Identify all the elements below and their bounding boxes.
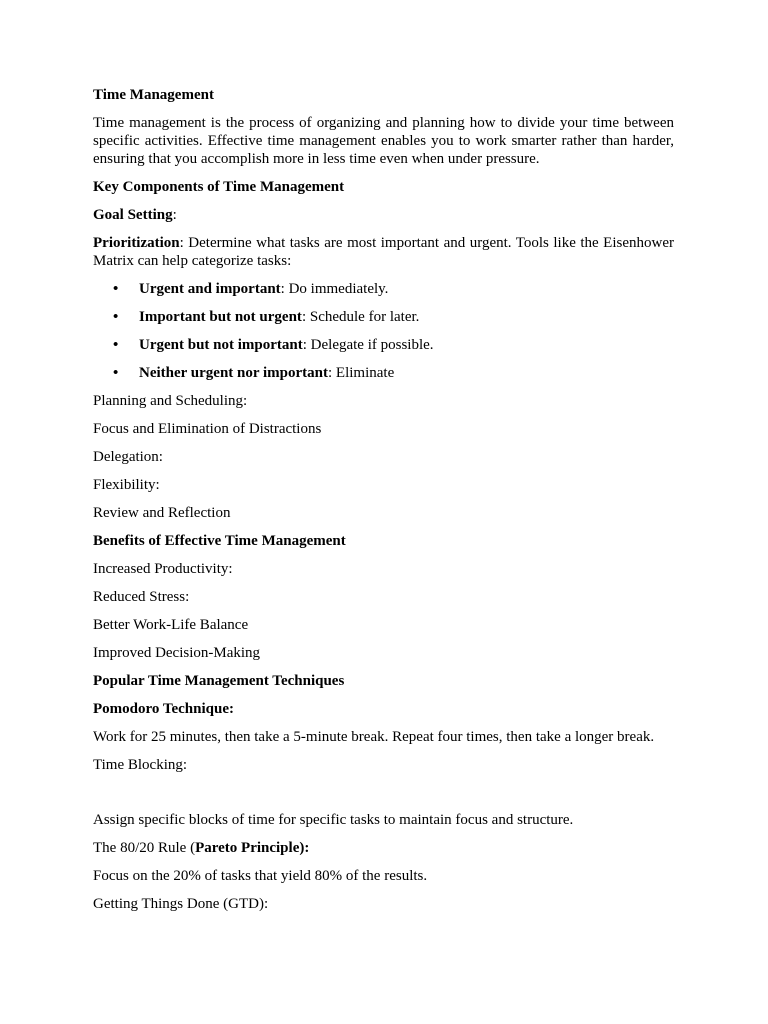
benefit-stress: Reduced Stress:: [93, 589, 190, 605]
bullet-icon: •: [113, 337, 119, 353]
benefit-decision: Improved Decision-Making: [93, 645, 261, 661]
time-blocking-text: Assign specific blocks of time for specific tasks to maintain focus and structure.: [93, 812, 574, 828]
matrix-item-label: Urgent and important: [139, 281, 281, 297]
prioritization-paragraph: [93, 234, 674, 270]
component-planning: Planning and Scheduling:: [93, 393, 248, 409]
pareto-bold: Pareto Principle):: [195, 840, 310, 856]
key-components-heading: Key Components of Time Management: [93, 179, 345, 195]
component-delegation: Delegation:: [93, 449, 163, 465]
matrix-item-label: Urgent but not important: [139, 337, 303, 353]
component-review: Review and Reflection: [93, 505, 231, 521]
bullet-icon: •: [113, 281, 119, 297]
pareto-line: [93, 839, 674, 857]
goal-setting-line: [93, 206, 674, 224]
matrix-item-label: Important but not urgent: [139, 309, 302, 325]
matrix-item-text: : Eliminate: [328, 365, 395, 381]
pomodoro-text: Work for 25 minutes, then take a 5-minute break. Repeat four times, then take a longer break.: [93, 729, 655, 745]
document-body: [93, 86, 674, 913]
prioritization-text: : Determine what tasks are most important and urgent. Tools like the Eisenhower Matrix can help categorize tasks:: [93, 235, 674, 269]
list-item: [93, 280, 674, 298]
matrix-item-text: : Schedule for later.: [301, 309, 420, 325]
bullet-icon: •: [113, 365, 119, 381]
list-item: [93, 364, 674, 382]
component-focus: Focus and Elimination of Distractions: [93, 421, 322, 437]
matrix-item-text: : Do immediately.: [280, 281, 389, 297]
goal-setting-label: Goal Setting: [93, 207, 173, 223]
benefits-heading: Benefits of Effective Time Management: [93, 533, 346, 549]
benefit-balance: Better Work-Life Balance: [93, 617, 249, 633]
techniques-heading: Popular Time Management Techniques: [93, 673, 345, 689]
list-item: [93, 336, 674, 354]
gtd-label: Getting Things Done (GTD):: [93, 896, 269, 912]
prioritization-label: Prioritization: [93, 235, 180, 251]
pareto-prefix: The 80/20 Rule (: [93, 840, 196, 856]
bullet-icon: •: [113, 309, 119, 325]
eisenhower-list: [93, 280, 674, 382]
pomodoro-label: Pomodoro Technique:: [93, 701, 234, 717]
time-blocking-label: Time Blocking:: [93, 757, 188, 773]
document-title: Time Management: [93, 87, 214, 103]
goal-setting-colon: :: [172, 207, 177, 223]
benefit-productivity: Increased Productivity:: [93, 561, 233, 577]
matrix-item-text: : Delegate if possible.: [302, 337, 434, 353]
intro-paragraph: Time management is the process of organizing and planning how to divide your time between specific activities. Effective time management enables you to work smarter rather than harder, ensuring that you accomplish more in less time even when under pressure.: [93, 115, 674, 167]
matrix-item-label: Neither urgent nor important: [139, 365, 329, 381]
list-item: [93, 308, 674, 326]
component-flexibility: Flexibility:: [93, 477, 160, 493]
pareto-text: Focus on the 20% of tasks that yield 80% of the results.: [93, 868, 428, 884]
